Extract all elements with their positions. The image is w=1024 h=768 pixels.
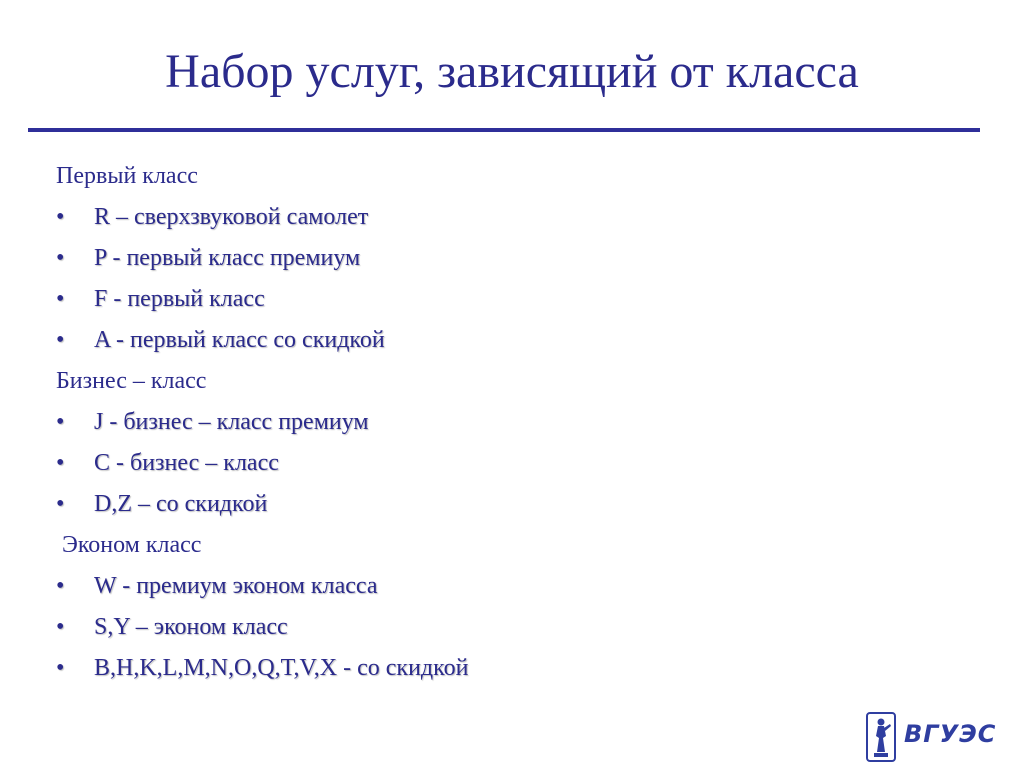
bullet-icon: • <box>56 204 65 230</box>
title-divider <box>28 128 980 132</box>
logo-text: ВГУЭС <box>904 720 997 748</box>
bullet-icon: • <box>56 245 65 271</box>
list-item <box>56 484 976 525</box>
list-item <box>56 197 976 238</box>
section-heading-economy-class: Эконом класс <box>62 532 202 558</box>
list-item <box>56 648 976 689</box>
list-item-text: P - первый класс премиум <box>94 245 361 271</box>
bullet-icon: • <box>56 286 65 312</box>
list-item <box>56 607 976 648</box>
list-item-text: W - премиум эконом класса <box>94 573 378 599</box>
bullet-icon: • <box>56 491 65 517</box>
list-item-text: A - первый класс со скидкой <box>94 327 385 353</box>
list-item <box>56 443 976 484</box>
bullet-icon: • <box>56 614 65 640</box>
list-item-text: S,Y – эконом класс <box>94 614 288 640</box>
list-item <box>56 238 976 279</box>
section-heading-business-class: Бизнес – класс <box>56 368 207 394</box>
list-item-text: R – сверхзвуковой самолет <box>94 204 369 230</box>
bullet-icon: • <box>56 327 65 353</box>
slide-body <box>56 156 976 689</box>
list-item-text: B,H,K,L,M,N,O,Q,T,V,X - со скидкой <box>94 655 469 681</box>
slide-title: Набор услуг, зависящий от класса <box>165 45 859 98</box>
list-item-text: J - бизнес – класс премиум <box>94 409 369 435</box>
bullet-icon: • <box>56 573 65 599</box>
list-item <box>56 402 976 443</box>
list-item <box>56 279 976 320</box>
bullet-icon: • <box>56 655 65 681</box>
bullet-icon: • <box>56 409 65 435</box>
section-heading-first-class: Первый класс <box>56 163 198 189</box>
list-item <box>56 320 976 361</box>
bullet-icon: • <box>56 450 65 476</box>
list-item-text: F - первый класс <box>94 286 265 312</box>
university-logo <box>866 712 997 764</box>
list-item-text: C - бизнес – класс <box>94 450 279 476</box>
statue-emblem-icon <box>866 712 896 762</box>
list-item <box>56 566 976 607</box>
list-item-text: D,Z – со скидкой <box>94 491 268 517</box>
